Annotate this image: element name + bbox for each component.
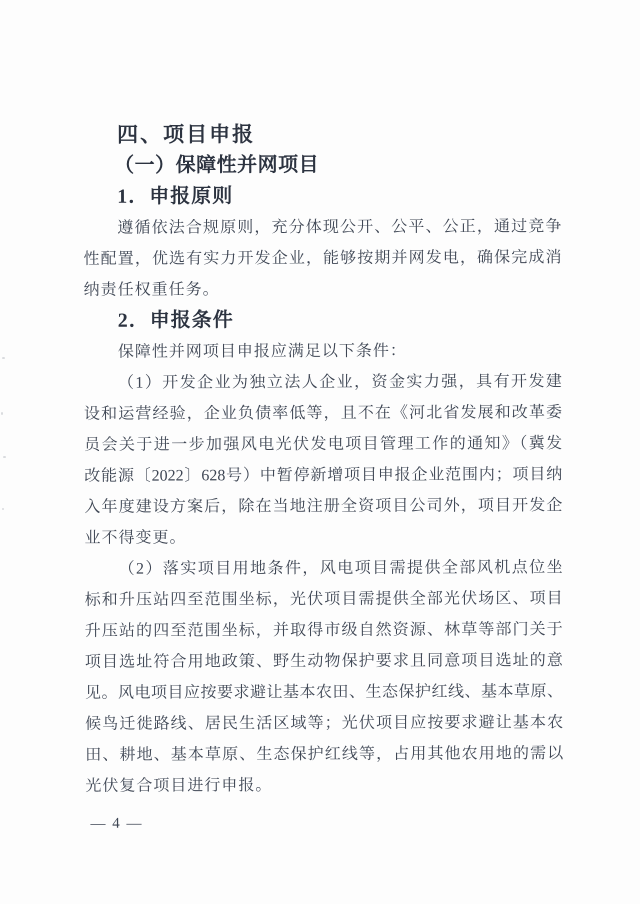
paragraph-line: 性配置，优选有实力开发企业，能够按期并网发电，确保完成消 bbox=[83, 249, 562, 268]
paragraph-line: 候鸟迁徙路线、居民生活区域等；光伏项目应按要求避让基本农 bbox=[85, 714, 564, 733]
scan-speck bbox=[1, 412, 3, 415]
paragraph-line: 田、耕地、基本草原、生态保护红线等，占用其他农用地的需以 bbox=[85, 745, 564, 764]
scan-speck bbox=[2, 357, 5, 359]
section-heading: 四、项目申报 bbox=[117, 122, 256, 147]
scan-speck bbox=[2, 508, 4, 510]
paragraph-line: 项目选址符合用地政策、野生动物保护要求且同意项目选址的意 bbox=[84, 652, 563, 671]
paragraph-line: 遵循依法合规原则，充分体现公开、公平、公正，通过竞争 bbox=[117, 218, 562, 237]
paragraph-line: 员会关于进一步加强风电光伏发电项目管理工作的通知》（冀发 bbox=[84, 435, 563, 454]
paragraph-line: 见。风电项目应按要求避让基本农田、生态保护红线、基本草原、 bbox=[84, 683, 564, 702]
paragraph-line: 纳责任权重任务。 bbox=[83, 281, 220, 299]
paragraph-line: 设和运营经验，企业负债率低等，且不在《河北省发展和改革委 bbox=[84, 404, 563, 423]
paragraph-line: 业不得变更。 bbox=[84, 529, 187, 547]
page-number: — 4 — bbox=[90, 815, 143, 832]
paragraph-line: 标和升压站四至范围坐标，光伏项目需提供全部光伏场区、项目 bbox=[84, 590, 563, 609]
paragraph-line: 保障性并网项目申报应满足以下条件： bbox=[117, 342, 407, 361]
item-2-heading: 2．申报条件 bbox=[117, 309, 234, 332]
scan-speck bbox=[3, 456, 6, 458]
document-body bbox=[83, 118, 563, 833]
paragraph-line: 入年度建设方案后，除在当地注册全资项目公司外，项目开发企 bbox=[84, 497, 563, 516]
paragraph-line: （1）开发企业为独立法人企业，资金实力强，具有开发建 bbox=[117, 373, 562, 392]
paragraph-line: 升压站的四至范围坐标，并取得市级自然资源、林草等部门关于 bbox=[84, 621, 563, 640]
subsection-heading: （一）保障性并网项目 bbox=[114, 154, 320, 177]
item-1-heading: 1．申报原则 bbox=[117, 185, 234, 208]
paragraph-line: （2）落实项目用地条件，风电项目需提供全部风机点位坐 bbox=[118, 559, 563, 578]
paragraph-line: 改能源〔2022〕628号）中暂停新增项目申报企业范围内；项目纳 bbox=[84, 466, 563, 485]
paragraph-line: 光伏复合项目进行申报。 bbox=[85, 777, 273, 795]
